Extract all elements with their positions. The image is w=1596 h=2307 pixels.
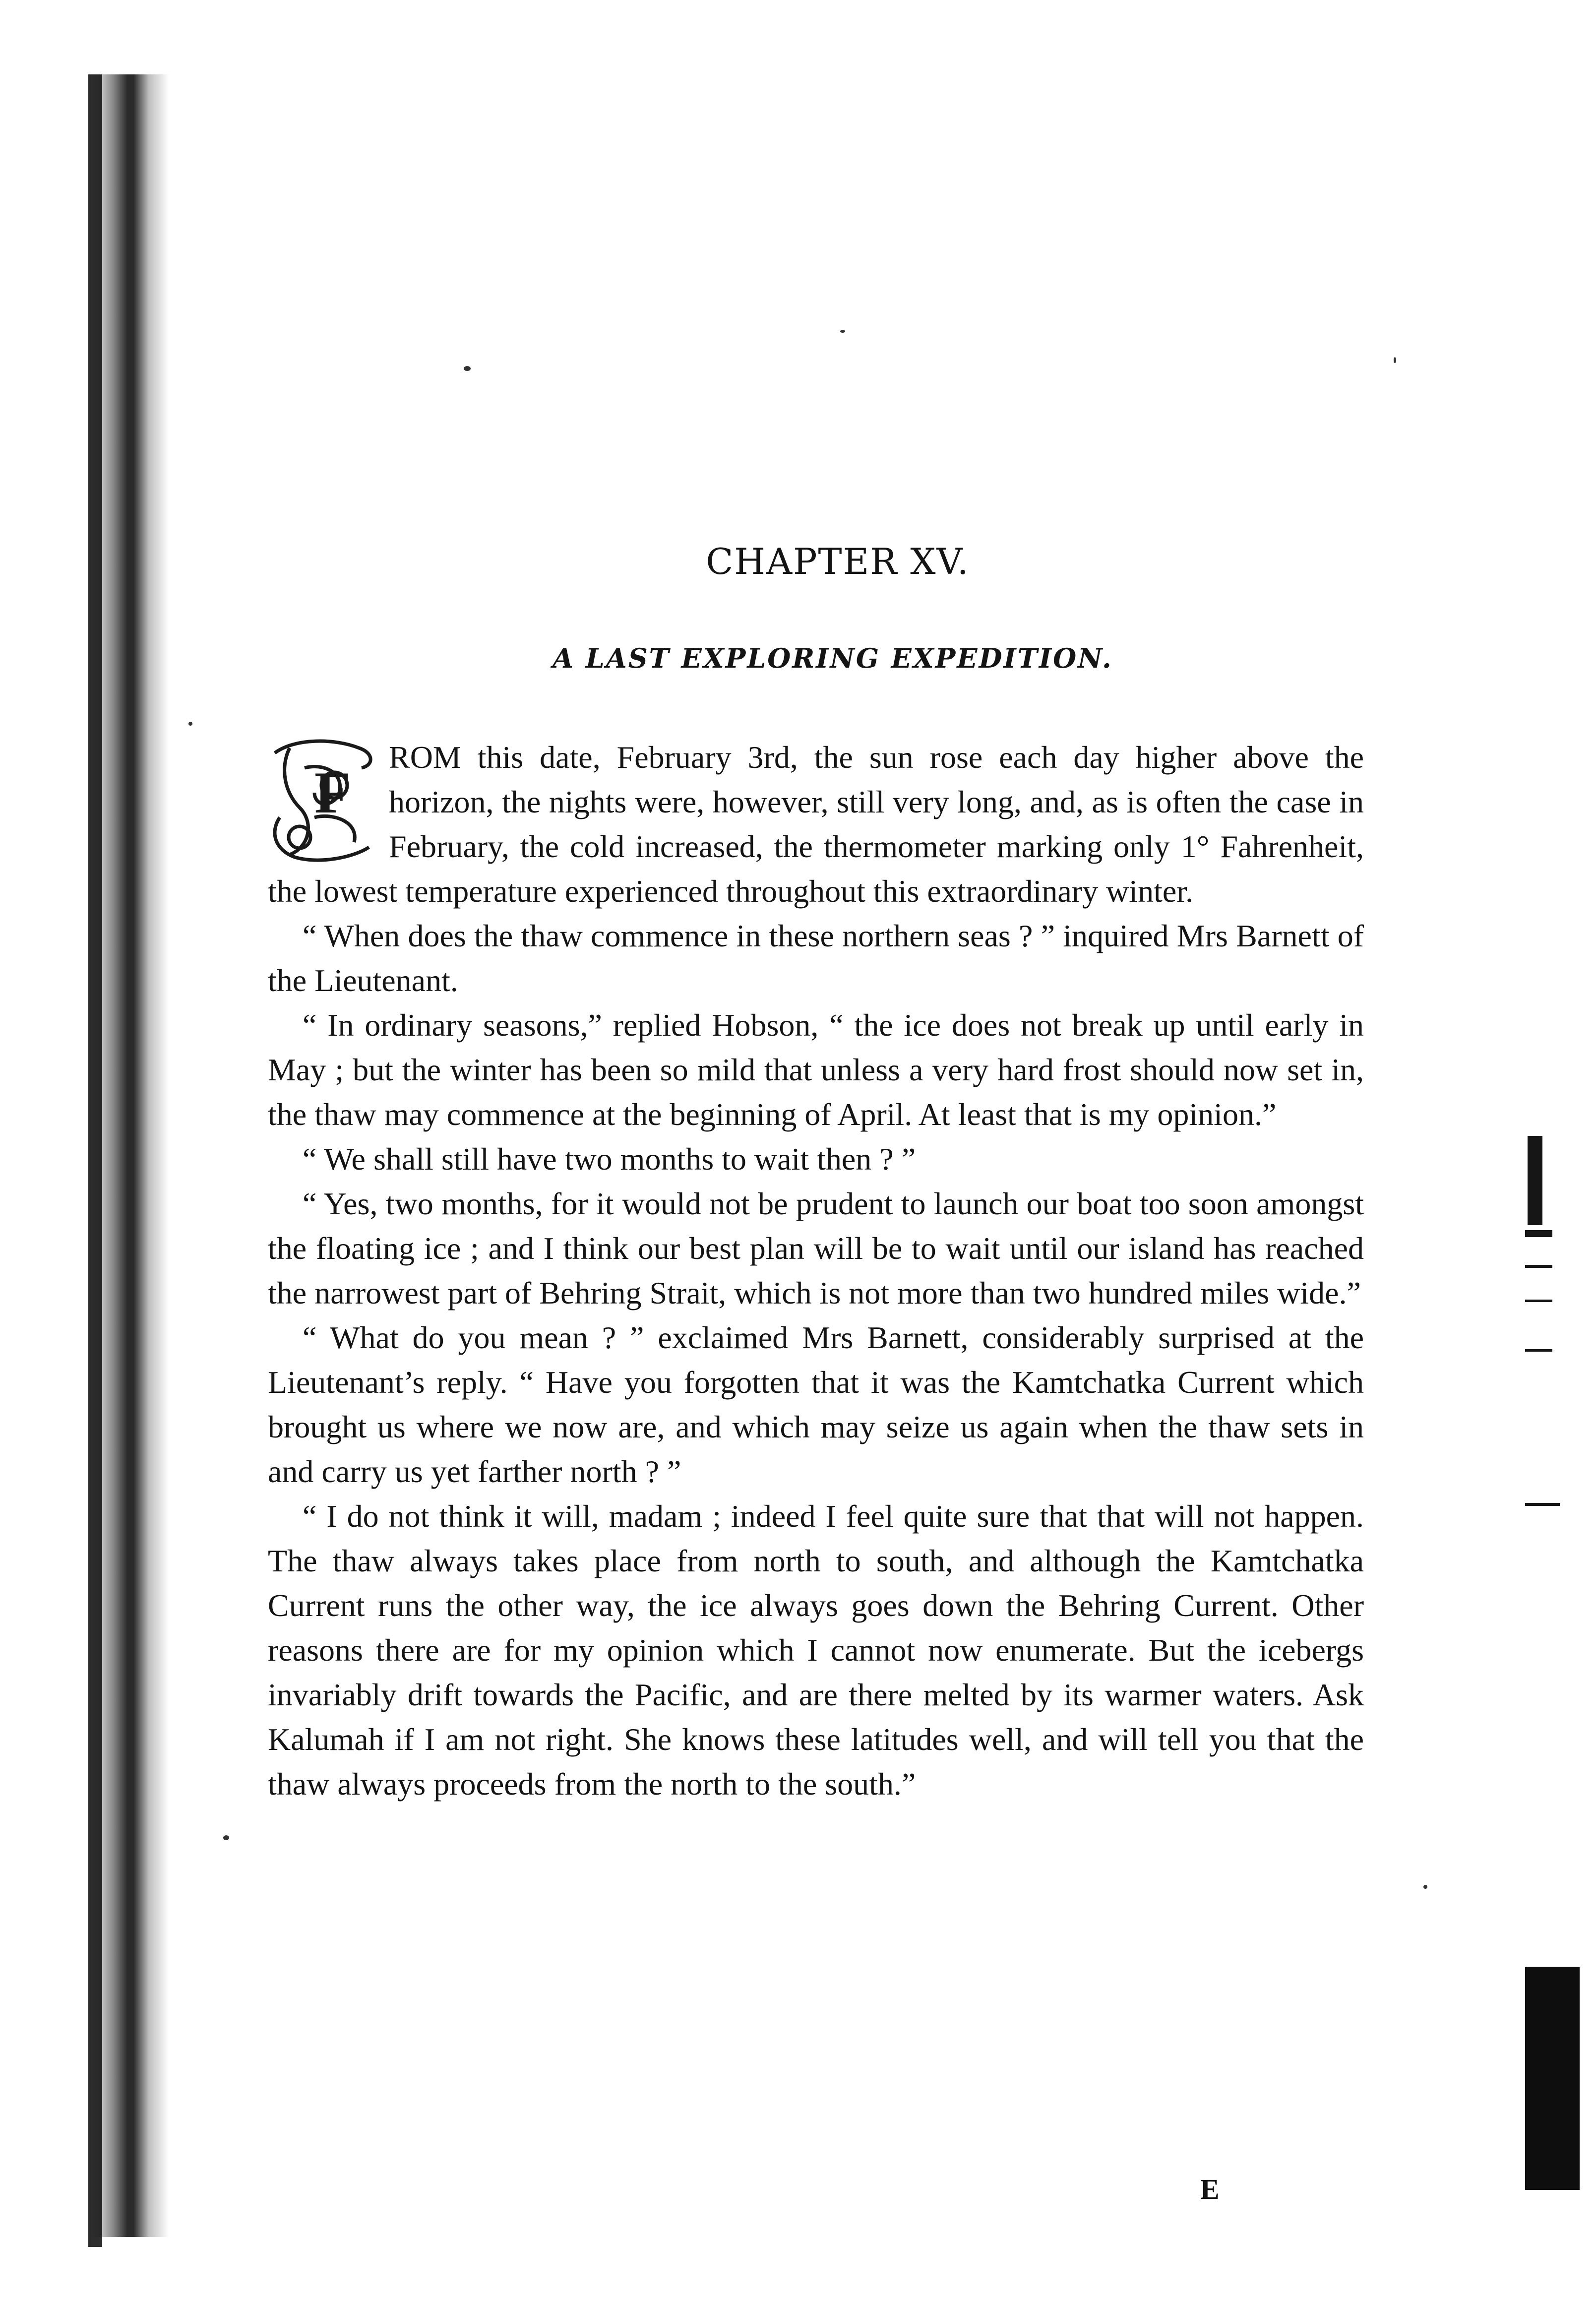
paragraph: “ What do you mean ? ” exclaimed Mrs Barnett, considerably surprised at the Lieutenant’s reply. “ Have you forgotten that it was the Kamtchatka Current which brought us where we now are, and which may seize us again when the thaw sets in and carry us yet farther north ? ” (268, 1320, 1364, 1489)
scan-bar-left (88, 74, 102, 2247)
speck (223, 1835, 229, 1840)
scan-mark-right-3 (1525, 1265, 1552, 1268)
paragraph: “ When does the thaw commence in these northern seas ? ” inquired Mrs Barnett of the Lieutenant. (268, 918, 1364, 998)
scan-mark-right-6 (1525, 1503, 1560, 1506)
paragraph (268, 735, 1364, 914)
chapter-title: A LAST EXPLORING EXPEDITION. (552, 642, 1113, 674)
scan-mark-right-7 (1525, 1967, 1580, 2190)
body-text (268, 735, 1364, 1807)
chapter-number: CHAPTER XV. (706, 541, 970, 582)
speck (188, 722, 192, 726)
speck (840, 330, 845, 333)
drop-cap-ornament-icon (260, 738, 379, 867)
scan-mark-right-4 (1525, 1300, 1552, 1302)
paragraph-text: ROM this date, February 3rd, the sun rose each day higher above the horizon, the nights were, however, still very long, and, as is often the case in February, the cold increased, the thermometer marking only 1° Fahrenheit, the lowest temperature experienced throughout this extraordinary winter. (268, 740, 1364, 909)
speck (464, 366, 471, 371)
paragraph: “ Yes, two months, for it would not be prudent to launch our boat too soon amongst the floating ice ; and I think our best plan will be to wait until our island has reached the narrowest part of Behring Strait, which is not more than two hundred miles wide.” (268, 1186, 1364, 1310)
scan-mark-right-2 (1525, 1230, 1552, 1237)
scan-mark-right-5 (1525, 1349, 1552, 1352)
paragraph: “ We shall still have two months to wait then ? ” (303, 1141, 916, 1177)
paragraph: “ In ordinary seasons,” replied Hobson, “ the ice does not break up until early in May ; but the winter has been so mild that unless a very hard frost should now set in, the thaw may commence at the beginning of April. At least that is my opinion.” (268, 1007, 1364, 1132)
paragraph: “ I do not think it will, madam ; indeed I feel quite sure that that will not happen. The thaw always takes place from north to south, and although the Kamtchatka Current runs the other way, the ice always goes down the Behring Current. Other reasons there are for my opinion which I cannot now enumerate. But the icebergs invariably drift towards the Pacific, and are there melted by its warmer waters. Ask Kalumah if I am not right. She knows these latitudes well, and will tell you that the thaw always proceeds from the north to the south.” (268, 1498, 1364, 1802)
scan-mark-right-1 (1528, 1136, 1542, 1225)
speck (1394, 357, 1396, 363)
page-number: E (1200, 2173, 1220, 2205)
svg-text:F: F (314, 759, 351, 825)
speck (1423, 1885, 1427, 1889)
